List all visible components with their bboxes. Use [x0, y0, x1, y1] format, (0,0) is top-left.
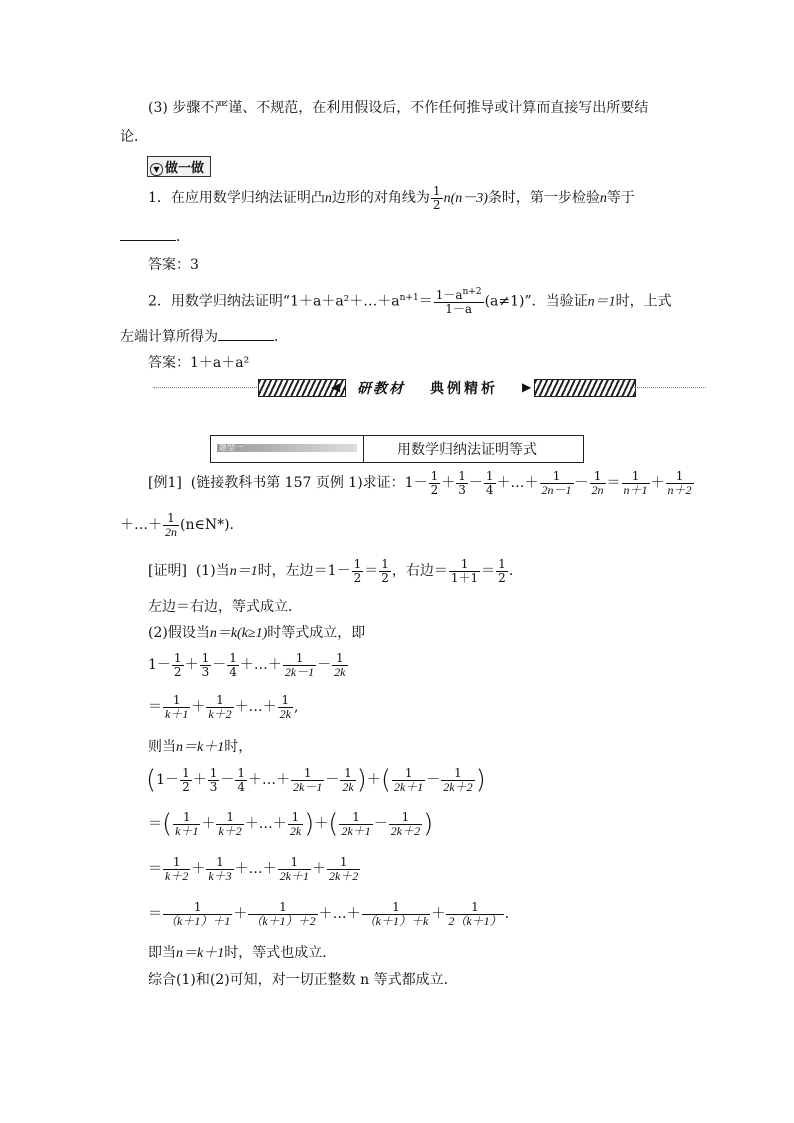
- proof-s1: (1)当: [195, 563, 230, 579]
- intro-line-1: (3) 步骤不严谨、不规范，在利用假设后，不作任何推导或计算而直接写出所要结: [148, 100, 649, 116]
- q2-n-eq: n＝1: [587, 294, 616, 310]
- example-ref: (链接教科书第 157 页例 1)求证：: [190, 475, 405, 491]
- q2-frac-den: 1－a: [445, 301, 473, 316]
- q1-answer: 答案：3: [148, 257, 199, 273]
- chevron-left-icon: ◀: [331, 380, 341, 394]
- q1-period: ．: [176, 229, 190, 245]
- proof-label: [证明]: [148, 563, 187, 579]
- q2-blank: [218, 328, 274, 341]
- q1-blank: [120, 228, 176, 241]
- hypothesis-rhs: ＝ $\frac{1}{k+1}$ ＋ $\frac{1}{k+2}$ ＋…＋ $\frac{1}{2k}$ ,: [148, 692, 299, 721]
- derivation-line-3: ＝ $\frac{1}{k+2}$ ＋ $\frac{1}{k+3}$ ＋…＋ $\frac{1}{2k+1}$ ＋ $\frac{1}{2k+2}$: [148, 854, 359, 883]
- derivation-line-1: (1－ $\frac{1}{2}$ ＋ $\frac{1}{3}$ － $\frac{1}{4}$ ＋…＋ $\frac{1}{2k-1}$ － $\frac{1}{2k}$ )＋( $\frac{1}{2k+1}$ － $\frac{1}{2k+2}$ ): [146, 765, 486, 795]
- proof-hence: [148, 942, 336, 962]
- q2-cond: (a≠1)”．当验证: [484, 293, 588, 310]
- proof-s2n: n＝k(k≥1): [209, 626, 268, 641]
- q1-frac-den: 2: [432, 197, 441, 212]
- q2-frac-num: 1－a: [435, 288, 463, 303]
- proof-then-text: 则当: [148, 739, 176, 755]
- q2-period: ．: [274, 329, 288, 345]
- proof-step-2: [148, 622, 365, 642]
- intro-line-2: 论．: [120, 129, 148, 145]
- q1-frac-num: 1: [432, 183, 441, 198]
- derivation-line-4: ＝ $\frac{1}{(k+1)+1}$ ＋ $\frac{1}{(k+1)+2}$ ＋…＋ $\frac{1}{(k+1)+k}$ ＋ $\frac{1}{2(k+1)}$ .: [148, 899, 510, 928]
- q1-fraction: [431, 185, 443, 211]
- q1-end: 等于: [606, 190, 635, 206]
- q2-sup: n+1: [399, 293, 419, 303]
- proof-s1c: ，右边＝: [391, 563, 448, 579]
- q1-suffix: 条时，第一步检验: [487, 190, 600, 206]
- q2-prefix: 2．用数学归纳法证明“1＋a＋a²＋…＋a: [148, 293, 400, 310]
- banner-right-stripes: [534, 379, 636, 397]
- q2-suffix: 时，上式: [615, 293, 672, 310]
- type-box-tag-cell: [211, 436, 364, 462]
- type-box-title: 用数学归纳法证明等式: [397, 442, 537, 458]
- q2-fraction: [434, 288, 484, 315]
- proof-s2b: 时等式成立，即: [267, 625, 366, 641]
- q2-answer: 答案：1＋a＋a²: [148, 355, 250, 371]
- example-1-line-2: ＋…＋ $\frac{1}{2n}$ (n∈N*)．: [120, 510, 244, 539]
- example-start: 1－: [404, 475, 428, 491]
- q1-prefix: 1．在应用数学归纳法证明凸: [148, 190, 325, 206]
- proof-then-b: 时，: [224, 739, 253, 755]
- q1-var-n2: n: [599, 191, 607, 206]
- q2-line-2: [120, 326, 288, 346]
- question-2: [148, 281, 672, 320]
- example-cont: ＋…＋: [120, 517, 162, 533]
- question-1: [148, 183, 635, 214]
- banner-title-right: 典例精析: [430, 381, 498, 397]
- proof-left-equals-right: 左边＝右边，等式成立．: [148, 599, 302, 615]
- proof-n1: n＝1: [229, 564, 258, 579]
- example-label: [例1]: [148, 475, 182, 491]
- proof-conclusion: 综合(1)和(2)可知，对一切正整数 n 等式都成立．: [148, 972, 458, 988]
- do-section-label: [147, 156, 211, 177]
- proof-hence-b: 时，等式也成立．: [224, 945, 337, 961]
- proof-then-n: n＝k＋1: [176, 740, 225, 755]
- derivation-line-2: ＝( $\frac{1}{k+1}$ ＋ $\frac{1}{k+2}$ ＋…＋ $\frac{1}{2k}$ )＋( $\frac{1}{2k+1}$ － $\frac{1}{2k+2}$ ): [148, 809, 434, 839]
- banner-title-left: 研教材: [357, 381, 405, 397]
- chevron-right-icon: ▶: [522, 380, 532, 394]
- q1-expr: n(n－3): [443, 191, 488, 206]
- q2-line2-text: 左端计算所得为: [120, 329, 218, 345]
- proof-hence-n: n＝k＋1: [176, 946, 225, 961]
- q1-answer-blank-line: [120, 226, 190, 246]
- type-box: [210, 435, 584, 463]
- proof-step-1: [证明] (1)当n＝1时，左边＝1－ $\frac{1}{2}$ ＝ $\frac{1}{2}$ ，右边＝ $\frac{1}{1+1}$ ＝ $\frac{1}{2}$ .: [148, 556, 514, 585]
- proof-hence-text: 即当: [148, 945, 176, 961]
- proof-s2: (2)假设当: [148, 625, 210, 641]
- hypothesis-lhs: 1－ $\frac{1}{2}$ ＋ $\frac{1}{3}$ － $\frac{1}{4}$ ＋…＋ $\frac{1}{2k-1}$ － $\frac{1}{2k}$: [148, 650, 346, 679]
- type-box-tag: 题型一: [219, 443, 243, 452]
- banner-right-rule: [634, 387, 706, 388]
- q1-var-n: n: [324, 191, 332, 206]
- q2-frac-num-sup: n+2: [462, 287, 482, 298]
- q2-eq: ＝: [418, 293, 433, 310]
- proof-then: [148, 736, 252, 756]
- do-section-text: 做一做: [165, 161, 205, 176]
- proof-s1b: 时，左边＝1－: [257, 563, 351, 579]
- example-cond: (n∈N*)．: [180, 517, 244, 533]
- chevron-down-icon: ▼: [150, 163, 163, 176]
- q1-mid: 边形的对角线为: [331, 190, 430, 206]
- example-1: [例1] (链接教科书第 157 页例 1)求证：1－ $\frac{1}{2}$ ＋ $\frac{1}{3}$ － $\frac{1}{4}$ ＋…＋ $\frac{1}{2n-1}$ － $\frac{1}{2n}$ ＝ $\frac{1}{n+1}$ ＋ $\frac{1}{n+2}$: [148, 468, 692, 497]
